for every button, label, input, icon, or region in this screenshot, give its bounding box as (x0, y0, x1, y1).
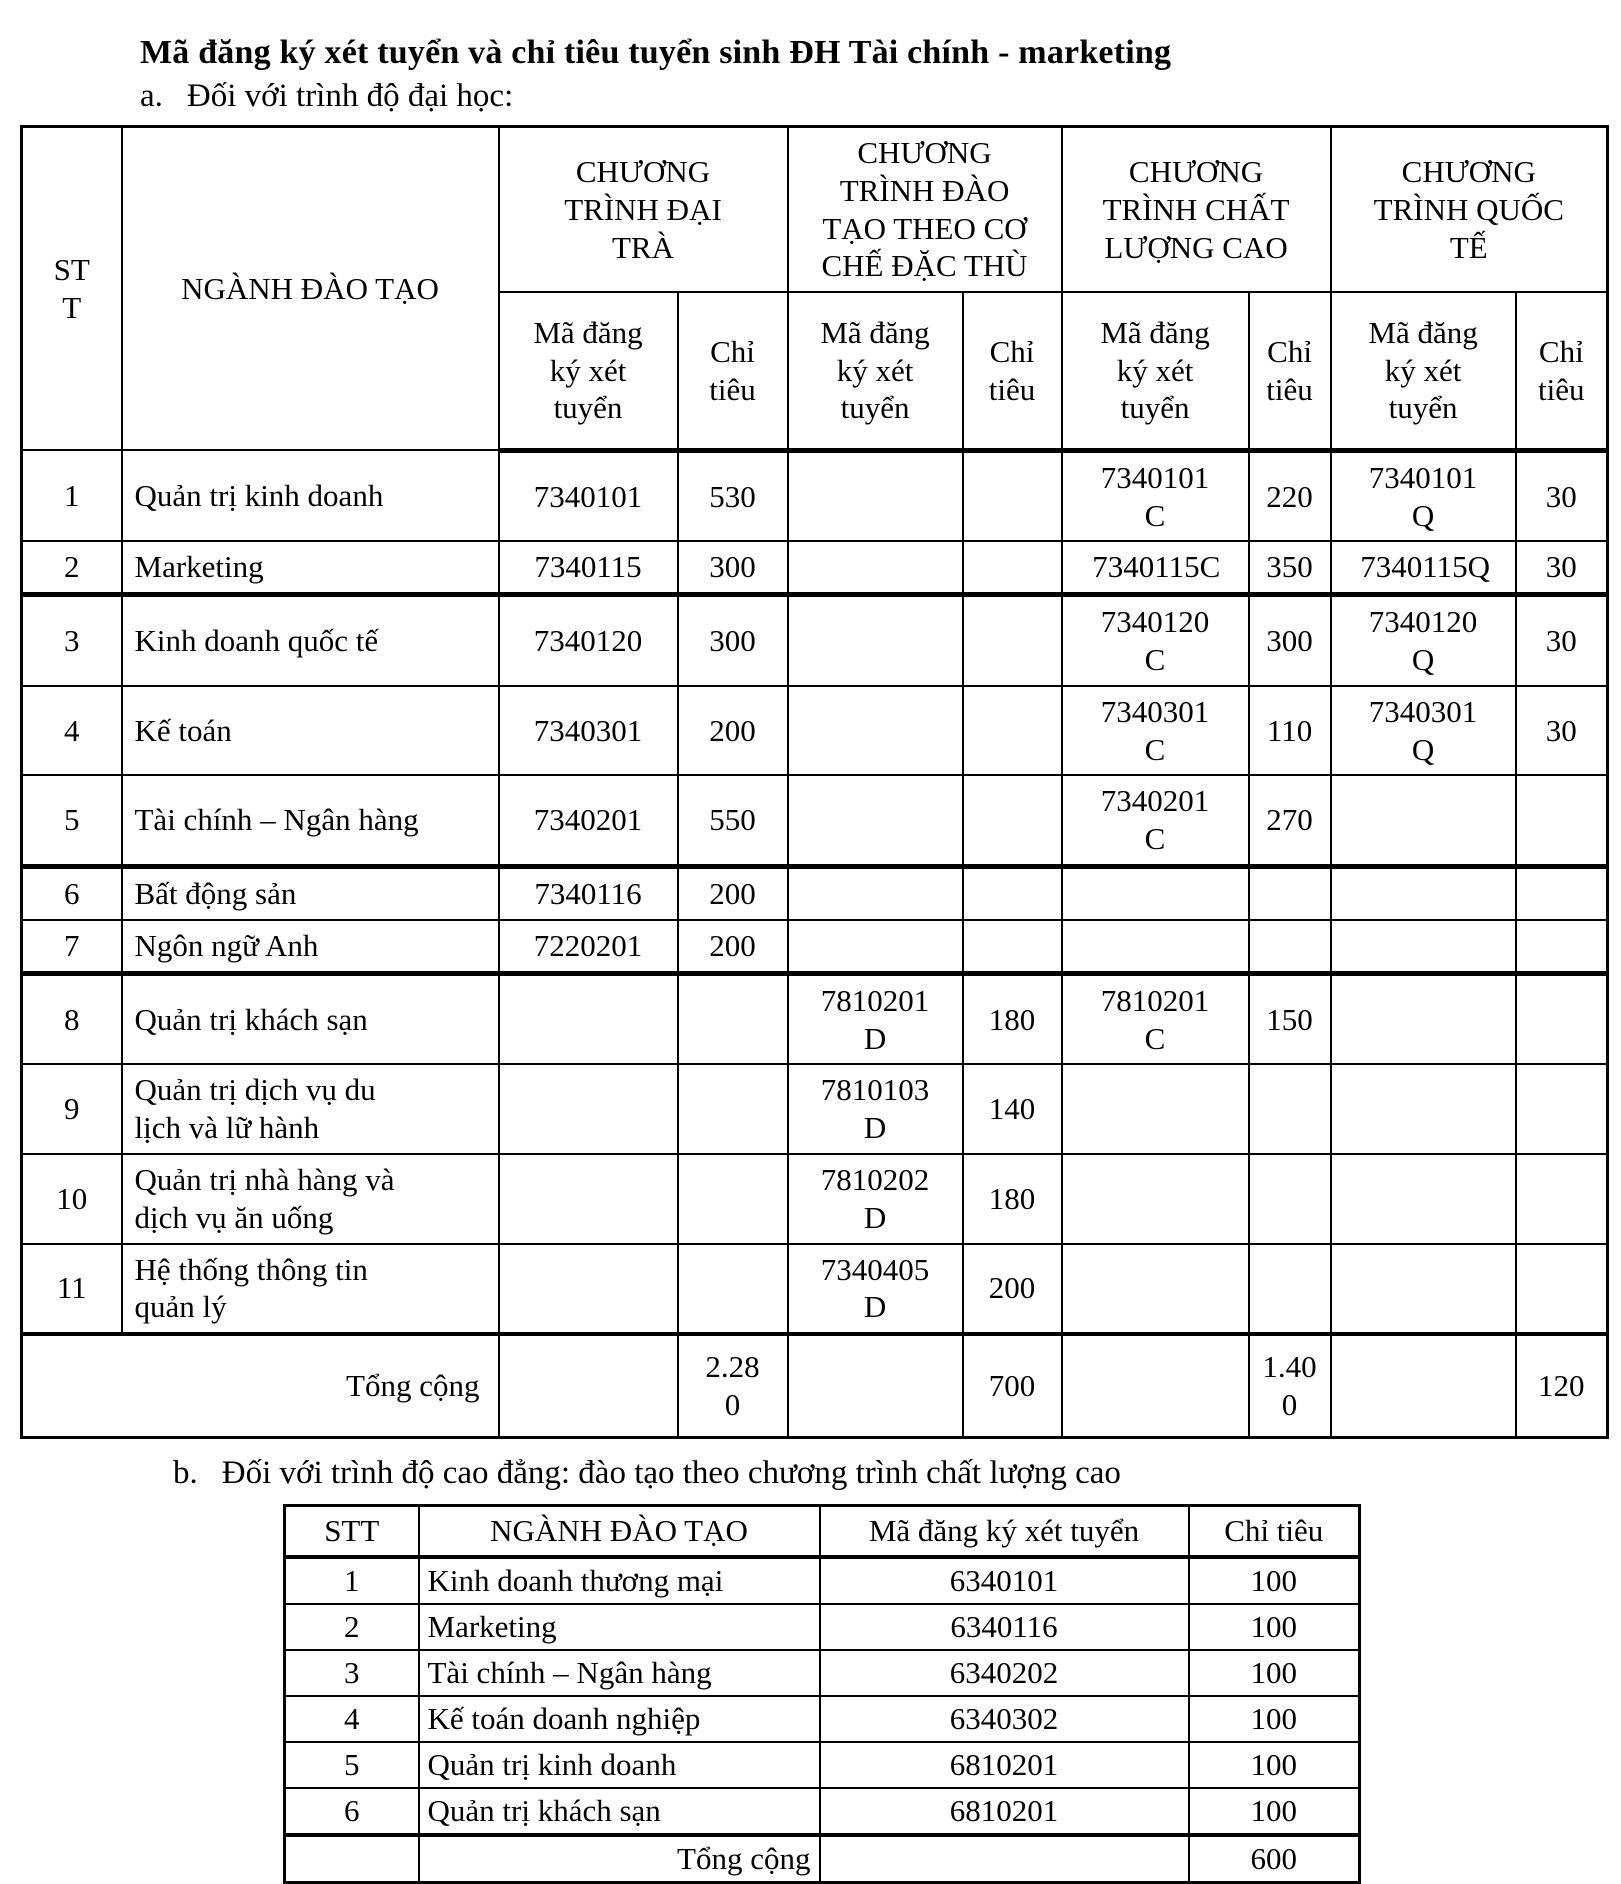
table-row (22, 1244, 1608, 1335)
cell-db-code (788, 867, 963, 920)
cell-program-name-text: Bất động sản (134, 876, 297, 912)
header-group-chat-luong-cao (1062, 127, 1331, 293)
cell-dt-quota: 200 (678, 867, 788, 920)
section-a-text: Đối với trình độ đại học: (186, 78, 514, 114)
cell-quota: 100 (1189, 1604, 1360, 1650)
cell-clc-quota: 110 (1249, 686, 1331, 776)
cell-db-code-text: 7810103 D (820, 1072, 930, 1146)
table-row (285, 1557, 1360, 1604)
header-code (1062, 292, 1249, 450)
cell-dt-quota (678, 1244, 788, 1335)
cell-db-code-text: 7810202 D (820, 1161, 930, 1235)
header-code (499, 292, 678, 450)
cell-db-quota (963, 686, 1062, 776)
cell-stt: 5 (285, 1742, 419, 1788)
cell-program-name: Kế toán doanh nghiệp (419, 1696, 820, 1742)
cell-qt-code (1331, 686, 1516, 776)
header-row (285, 1506, 1360, 1557)
cell-program-name: Tài chính – Ngân hàng (419, 1650, 820, 1696)
cell-program-name (122, 973, 499, 1064)
cell-stt: 5 (22, 775, 122, 866)
section-b-marker: b. (173, 1455, 198, 1492)
cell-dt-code (499, 450, 678, 541)
header-code-text: Mã đăng ký xét tuyển (1368, 314, 1478, 426)
cell-dt-quota: 200 (678, 920, 788, 973)
cell-clc-code-text: 7340301 C (1100, 693, 1210, 767)
cell-dt-quota: 300 (678, 541, 788, 594)
cell-qt-quota (1516, 775, 1608, 866)
cell-program-name-text: Ngôn ngữ Anh (134, 927, 319, 963)
cell-stt: 9 (22, 1064, 122, 1154)
total-row (285, 1835, 1360, 1883)
total-quota: 600 (1189, 1835, 1360, 1883)
cell-dt-code (499, 1154, 678, 1244)
cell-clc-code-text: 7340101 C (1100, 459, 1210, 533)
cell-dt-quota: 530 (678, 450, 788, 541)
cell-clc-code-text: 7340115C (1092, 549, 1221, 585)
cell-dt-code (499, 1064, 678, 1154)
total-db-code (788, 1334, 963, 1438)
cell-clc-code (1062, 686, 1249, 776)
cell-db-code (788, 1064, 963, 1154)
cell-stt: 1 (285, 1557, 419, 1604)
cell-dt-code (499, 686, 678, 776)
cell-quota: 100 (1189, 1650, 1360, 1696)
cell-qt-code (1331, 541, 1516, 594)
cell-dt-code (499, 1244, 678, 1335)
cell-program-name-text: Tài chính – Ngân hàng (134, 802, 419, 838)
cell-stt: 3 (285, 1650, 419, 1696)
cell-db-quota (963, 867, 1062, 920)
header-group-dac-thu-text: CHƯƠNG TRÌNH ĐÀO TẠO THEO CƠ CHẾ ĐẶC THÙ (821, 135, 1028, 284)
cell-dt-code-text: 7340120 (533, 623, 643, 659)
header-stt (22, 127, 122, 451)
cell-qt-code (1331, 1064, 1516, 1154)
cell-stt: 2 (22, 541, 122, 594)
header-group-quoc-te-text: CHƯƠNG TRÌNH QUỐC TẾ (1373, 153, 1564, 265)
cell-program-name (122, 541, 499, 594)
cell-qt-code (1331, 450, 1516, 541)
cell-program-name (122, 920, 499, 973)
table-row (22, 686, 1608, 776)
cell-dt-code-text: 7220201 (533, 927, 643, 963)
cell-program-name (122, 1064, 499, 1154)
total-stt (285, 1835, 419, 1883)
total-qt-quota: 120 (1516, 1334, 1608, 1438)
header-quota: Chỉ tiêu (963, 292, 1062, 450)
cell-code: 6340116 (820, 1604, 1189, 1650)
section-a (140, 78, 1621, 115)
cell-clc-quota: 350 (1249, 541, 1331, 594)
cell-dt-code-text: 7340101 (533, 478, 643, 514)
header-code-text: Mã đăng ký xét tuyển (820, 314, 930, 426)
college-admissions-table (283, 1504, 1361, 1884)
cell-dt-code-text: 7340201 (533, 802, 643, 838)
cell-stt: 8 (22, 973, 122, 1064)
table-row (22, 973, 1608, 1064)
table-row (285, 1604, 1360, 1650)
cell-stt: 4 (285, 1696, 419, 1742)
cell-clc-quota (1249, 867, 1331, 920)
cell-dt-code-text: 7340301 (533, 712, 643, 748)
table-row (22, 920, 1608, 973)
cell-qt-quota (1516, 1244, 1608, 1335)
cell-db-code (788, 541, 963, 594)
cell-program-name (122, 1154, 499, 1244)
college-table-body (285, 1557, 1360, 1835)
cell-program-name-text: Hệ thống thông tin quản lý (134, 1251, 368, 1325)
cell-clc-code-text: 7340120 C (1100, 604, 1210, 677)
cell-db-quota: 180 (963, 973, 1062, 1064)
cell-qt-code (1331, 867, 1516, 920)
cell-qt-code-text: 7340120 Q (1368, 604, 1478, 677)
cell-qt-quota: 30 (1516, 450, 1608, 541)
section-b (173, 1455, 1621, 1492)
header-code-text: Mã đăng ký xét tuyển (1100, 314, 1210, 426)
cell-clc-code (1062, 867, 1249, 920)
cell-qt-quota (1516, 1064, 1608, 1154)
university-admissions-table (20, 125, 1609, 1439)
cell-program-name (122, 686, 499, 776)
cell-clc-quota (1249, 1244, 1331, 1335)
cell-quota: 100 (1189, 1696, 1360, 1742)
cell-dt-quota (678, 1154, 788, 1244)
cell-db-code (788, 973, 963, 1064)
header-program-name: NGÀNH ĐÀO TẠO (122, 127, 499, 451)
cell-dt-quota: 200 (678, 686, 788, 776)
cell-stt: 4 (22, 686, 122, 776)
cell-stt: 6 (22, 867, 122, 920)
cell-dt-code (499, 973, 678, 1064)
cell-qt-quota (1516, 973, 1608, 1064)
header-code (1331, 292, 1516, 450)
cell-code: 6340101 (820, 1557, 1189, 1604)
table-row (285, 1742, 1360, 1788)
cell-qt-quota (1516, 1154, 1608, 1244)
cell-clc-code-text: 7810201 C (1100, 982, 1210, 1056)
total-dt-quota-text: 2.280 (705, 1349, 760, 1423)
header-quota: Chỉ tiêu (1516, 292, 1608, 450)
header-stt-text: STT (53, 251, 90, 325)
header-group-quoc-te (1331, 127, 1608, 293)
cell-program-name: Marketing (419, 1604, 820, 1650)
header-stt: STT (285, 1506, 419, 1557)
total-clc-code (1062, 1334, 1249, 1438)
cell-db-code (788, 595, 963, 686)
cell-clc-quota: 150 (1249, 973, 1331, 1064)
cell-qt-quota: 30 (1516, 595, 1608, 686)
total-clc-quota-text: 1.400 (1262, 1349, 1317, 1423)
cell-db-quota (963, 450, 1062, 541)
university-table-body (22, 450, 1608, 1334)
cell-clc-code (1062, 1154, 1249, 1244)
cell-qt-code (1331, 973, 1516, 1064)
cell-db-code (788, 450, 963, 541)
cell-dt-code-text: 7340115 (534, 549, 642, 585)
cell-db-quota (963, 775, 1062, 866)
cell-qt-quota: 30 (1516, 686, 1608, 776)
cell-code: 6340302 (820, 1696, 1189, 1742)
total-dt-quota (678, 1334, 788, 1438)
table-row (22, 1154, 1608, 1244)
page-title: Mã đăng ký xét tuyển và chỉ tiêu tuyển sinh ĐH Tài chính - marketing (140, 34, 1172, 71)
cell-clc-quota (1249, 920, 1331, 973)
cell-dt-quota: 550 (678, 775, 788, 866)
section-a-marker: a. (140, 78, 163, 114)
cell-program-name (122, 1244, 499, 1335)
cell-db-quota: 200 (963, 1244, 1062, 1335)
cell-clc-code (1062, 775, 1249, 866)
cell-qt-quota: 30 (1516, 541, 1608, 594)
cell-stt: 3 (22, 595, 122, 686)
table-row (22, 541, 1608, 594)
header-group-row (22, 127, 1608, 293)
total-code (820, 1835, 1189, 1883)
cell-db-quota: 180 (963, 1154, 1062, 1244)
cell-db-code-text: 7340405 D (820, 1251, 930, 1325)
header-program-name: NGÀNH ĐÀO TẠO (419, 1506, 820, 1557)
table-row (285, 1650, 1360, 1696)
cell-clc-code (1062, 1244, 1249, 1335)
cell-qt-code (1331, 1244, 1516, 1335)
table-row (22, 1064, 1608, 1154)
cell-code: 6810201 (820, 1788, 1189, 1835)
cell-quota: 100 (1189, 1742, 1360, 1788)
cell-stt: 10 (22, 1154, 122, 1244)
cell-code: 6340202 (820, 1650, 1189, 1696)
cell-qt-code-text: 7340301 Q (1368, 693, 1478, 767)
header-quota: Chỉ tiêu (678, 292, 788, 450)
cell-clc-quota: 300 (1249, 595, 1331, 686)
cell-clc-quota (1249, 1154, 1331, 1244)
cell-qt-quota (1516, 867, 1608, 920)
cell-program-name-text: Quản trị khách sạn (134, 1001, 368, 1037)
cell-qt-code (1331, 595, 1516, 686)
table-row (22, 450, 1608, 541)
cell-stt: 2 (285, 1604, 419, 1650)
cell-db-quota (963, 595, 1062, 686)
header-group-chat-luong-cao-text: CHƯƠNG TRÌNH CHẤT LƯỢNG CAO (1102, 153, 1290, 265)
table-row (22, 775, 1608, 866)
cell-db-code (788, 686, 963, 776)
cell-qt-quota (1516, 920, 1608, 973)
cell-quota: 100 (1189, 1788, 1360, 1835)
header-group-dai-tra-text: CHƯƠNG TRÌNH ĐẠI TRÀ (564, 153, 722, 265)
cell-stt: 6 (285, 1788, 419, 1835)
cell-program-name-text: Marketing (134, 549, 264, 585)
cell-stt: 1 (22, 450, 122, 541)
cell-program-name-text: Kế toán (134, 712, 232, 748)
cell-program-name: Quản trị kinh doanh (419, 1742, 820, 1788)
cell-db-code (788, 1244, 963, 1335)
cell-db-quota (963, 920, 1062, 973)
cell-qt-code (1331, 775, 1516, 866)
cell-dt-quota (678, 1064, 788, 1154)
cell-program-name-text: Quản trị nhà hàng và dịch vụ ăn uống (134, 1161, 395, 1235)
cell-dt-code (499, 920, 678, 973)
cell-clc-code (1062, 973, 1249, 1064)
header-group-dai-tra (499, 127, 788, 293)
total-label: Tổng cộng (419, 1835, 820, 1883)
cell-clc-quota (1249, 1064, 1331, 1154)
total-qt-code (1331, 1334, 1516, 1438)
cell-db-code (788, 775, 963, 866)
cell-clc-code (1062, 920, 1249, 973)
header-quota: Chỉ tiêu (1189, 1506, 1360, 1557)
cell-quota: 100 (1189, 1557, 1360, 1604)
header-group-dac-thu (788, 127, 1062, 293)
total-dt-code (499, 1334, 678, 1438)
cell-dt-code (499, 595, 678, 686)
total-clc-quota (1249, 1334, 1331, 1438)
cell-clc-quota: 270 (1249, 775, 1331, 866)
total-row (22, 1334, 1608, 1438)
cell-program-name-text: Quản trị dịch vụ du lịch và lữ hành (134, 1072, 376, 1146)
cell-program-name (122, 867, 499, 920)
total-label: Tổng cộng (22, 1334, 499, 1438)
cell-program-name-text: Quản trị kinh doanh (134, 477, 384, 513)
cell-qt-code-text: 7340115Q (1360, 549, 1491, 585)
cell-clc-code (1062, 450, 1249, 541)
cell-code: 6810201 (820, 1742, 1189, 1788)
table-row (285, 1788, 1360, 1835)
cell-clc-code-text: 7340201 C (1100, 783, 1210, 857)
section-b-text: Đối với trình độ cao đẳng: đào tạo theo chương trình chất lượng cao (221, 1455, 1121, 1492)
cell-qt-code (1331, 1154, 1516, 1244)
cell-dt-code (499, 775, 678, 866)
cell-dt-code (499, 867, 678, 920)
cell-db-quota: 140 (963, 1064, 1062, 1154)
header-code-text: Mã đăng ký xét tuyển (533, 314, 643, 426)
cell-program-name (122, 595, 499, 686)
cell-program-name: Quản trị khách sạn (419, 1788, 820, 1835)
cell-clc-code (1062, 1064, 1249, 1154)
cell-db-code (788, 920, 963, 973)
cell-clc-code (1062, 595, 1249, 686)
cell-db-code (788, 1154, 963, 1244)
table-row (285, 1696, 1360, 1742)
cell-db-code-text: 7810201 D (820, 982, 930, 1056)
cell-dt-code (499, 541, 678, 594)
cell-dt-code-text: 7340116 (534, 876, 642, 912)
cell-dt-quota: 300 (678, 595, 788, 686)
cell-stt: 11 (22, 1244, 122, 1335)
header-quota: Chỉ tiêu (1249, 292, 1331, 450)
cell-clc-code (1062, 541, 1249, 594)
header-code: Mã đăng ký xét tuyển (820, 1506, 1189, 1557)
header-code (788, 292, 963, 450)
cell-db-quota (963, 541, 1062, 594)
cell-program-name (122, 450, 499, 541)
cell-clc-quota: 220 (1249, 450, 1331, 541)
cell-qt-code-text: 7340101 Q (1368, 459, 1478, 533)
cell-program-name-text: Kinh doanh quốc tế (134, 623, 379, 659)
cell-program-name (122, 775, 499, 866)
cell-qt-code (1331, 920, 1516, 973)
cell-program-name: Kinh doanh thương mại (419, 1557, 820, 1604)
table-row (22, 867, 1608, 920)
total-db-quota: 700 (963, 1334, 1062, 1438)
cell-dt-quota (678, 973, 788, 1064)
cell-stt: 7 (22, 920, 122, 973)
table-row (22, 595, 1608, 686)
